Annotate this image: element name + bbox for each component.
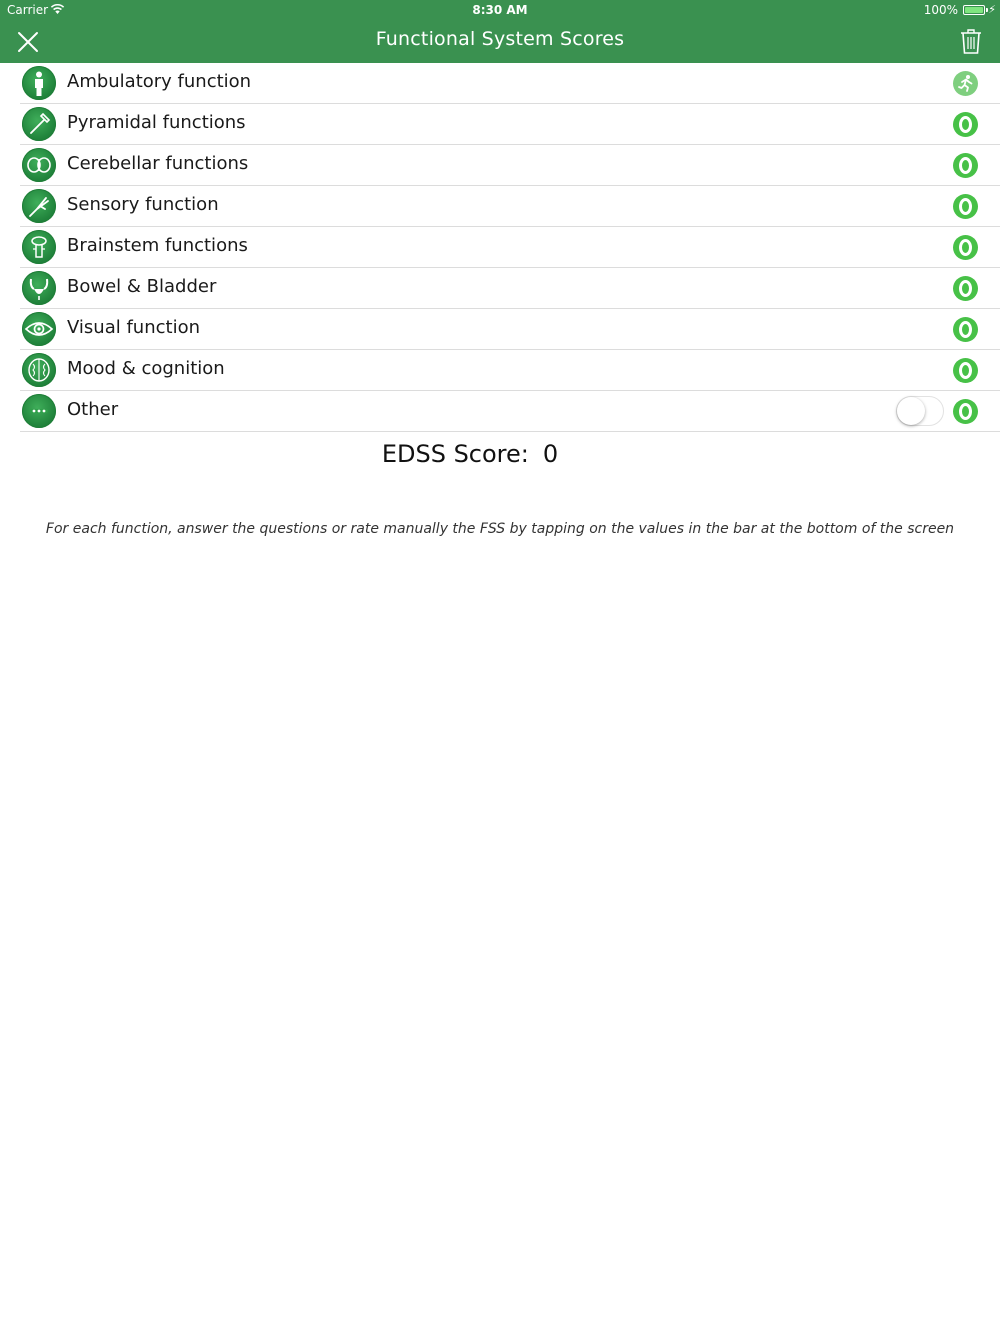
score-badge[interactable]: [953, 399, 978, 424]
score-badge[interactable]: [953, 276, 978, 301]
more-dots-icon: [22, 394, 56, 428]
edss-score: [0, 440, 1000, 468]
edss-label: EDSS Score:: [381, 440, 529, 468]
trash-icon[interactable]: [960, 28, 982, 54]
row-label: Other: [67, 399, 119, 420]
bladder-icon: [22, 271, 56, 305]
score-badge[interactable]: [953, 317, 978, 342]
cerebellum-icon: [22, 148, 56, 182]
row-label: Mood & cognition: [67, 358, 225, 379]
row-label: Brainstem functions: [67, 235, 248, 256]
function-list: [0, 63, 1000, 432]
row-mood-cognition[interactable]: [20, 350, 1000, 391]
row-other[interactable]: [20, 391, 1000, 432]
row-label: Ambulatory function: [67, 71, 252, 92]
brain-icon: [22, 353, 56, 387]
row-bowel-bladder[interactable]: [20, 268, 1000, 309]
row-label: Sensory function: [67, 194, 219, 215]
row-pyramidal[interactable]: [20, 104, 1000, 145]
row-sensory[interactable]: [20, 186, 1000, 227]
row-visual[interactable]: [20, 309, 1000, 350]
reflex-hammer-icon: [22, 107, 56, 141]
person-icon: [22, 66, 56, 100]
page-title: Functional System Scores: [375, 28, 625, 50]
score-badge[interactable]: [953, 358, 978, 383]
battery-percent: 100%: [923, 3, 958, 17]
row-cerebellar[interactable]: [20, 145, 1000, 186]
row-ambulatory[interactable]: [20, 63, 1000, 104]
status-time: 8:30 AM: [472, 3, 528, 17]
row-label: Visual function: [67, 317, 200, 338]
row-brainstem[interactable]: [20, 227, 1000, 268]
row-label: Cerebellar functions: [67, 153, 249, 174]
toggle-knob: [897, 397, 925, 425]
row-label: Bowel & Bladder: [67, 276, 217, 297]
score-badge[interactable]: [953, 112, 978, 137]
tuning-fork-icon: [22, 189, 56, 223]
status-bar: [0, 0, 1000, 20]
score-badge[interactable]: [953, 153, 978, 178]
row-label: Pyramidal functions: [67, 112, 246, 133]
edss-value: 0: [542, 440, 559, 468]
navigation-bar: [0, 0, 1000, 63]
score-badge[interactable]: [953, 235, 978, 260]
carrier-label: Carrier: [7, 3, 49, 17]
runner-icon[interactable]: [953, 71, 978, 96]
instruction-text: For each function, answer the questions or rate manually the FSS by tapping on the values in the bar at the bottom of the screen: [45, 521, 955, 537]
brainstem-icon: [22, 230, 56, 264]
battery-icon: [963, 5, 985, 15]
score-badge[interactable]: [953, 194, 978, 219]
other-toggle[interactable]: [896, 396, 944, 426]
charging-icon: ⚡: [988, 3, 996, 16]
eye-icon: [22, 312, 56, 346]
